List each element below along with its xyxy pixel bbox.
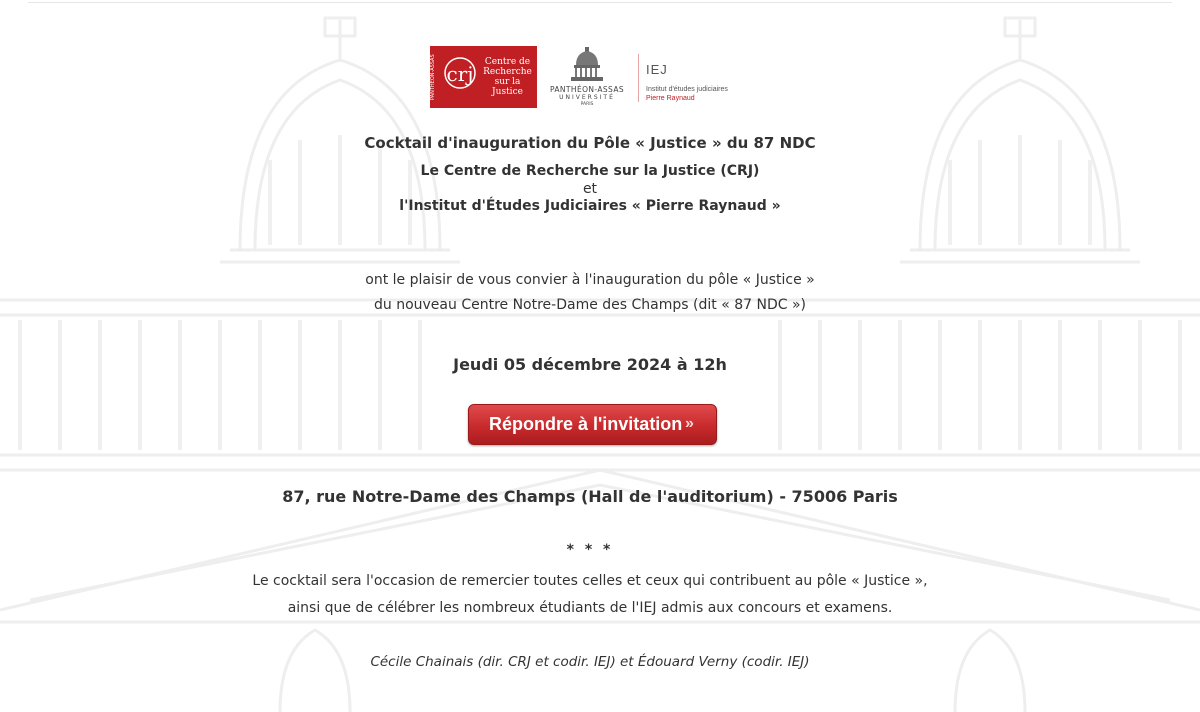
double-chevron-right-icon: » <box>685 415 693 432</box>
pantheon-assas-universite: UNIVERSITÉ <box>559 94 615 101</box>
crj-logo-side-text: PANTHÉON-ASSAS <box>430 54 436 100</box>
signature: Cécile Chainais (dir. CRJ et codir. IEJ) et Édouard Verny (codir. IEJ) <box>370 654 810 670</box>
organizer-conjunction: et <box>582 181 598 197</box>
event-date: Jeudi 05 décembre 2024 à 12h <box>453 355 727 374</box>
invitation-text-line-2: du nouveau Centre Notre-Dame des Champs (dit « 87 NDC ») <box>374 297 806 313</box>
crj-logo-line-3: sur la Justice <box>492 77 523 97</box>
iej-logo-subtitle: Institut d'études judiciaires <box>646 86 728 93</box>
iej-logo <box>646 63 770 107</box>
invitation-text-line-1: ont le plaisir de vous convier à l'inauguration du pôle « Justice » <box>365 272 815 288</box>
rsvp-button[interactable] <box>468 404 717 445</box>
section-separator: * * * <box>566 542 614 558</box>
pantheon-assas-paris: PARIS <box>580 102 594 107</box>
pantheon-assas-name: PANTHÉON-ASSAS <box>549 85 625 94</box>
header-logos <box>430 46 770 110</box>
closing-text-line-1: Le cocktail sera l'occasion de remercier toutes celles et ceux qui contribuent au pôle « Justice », <box>252 573 928 589</box>
crj-logo <box>430 46 537 108</box>
crj-logo-line-2: Recherche <box>483 67 532 77</box>
iej-logo-subtitle-red: Pierre Raynaud <box>646 95 695 102</box>
organizer-crj: Le Centre de Recherche sur la Justice (CRJ) <box>420 163 760 179</box>
pantheon-dome-icon <box>568 47 606 83</box>
crj-monogram-icon <box>442 51 478 103</box>
pantheon-assas-logo <box>544 46 630 110</box>
crj-monogram-text: crj <box>446 62 474 86</box>
organizer-iej: l'Institut d'Études Judiciaires « Pierre Raynaud » <box>399 198 781 214</box>
iej-divider <box>638 54 639 102</box>
crj-logo-name <box>480 57 535 97</box>
crj-logo-line-1: Centre de <box>484 57 531 67</box>
iej-logo-title: IEJ <box>646 62 668 77</box>
rsvp-button-label: Répondre à l'invitation <box>489 414 683 434</box>
invitation-headline: Cocktail d'inauguration du Pôle « Justice » du 87 NDC <box>364 134 816 152</box>
event-address: 87, rue Notre-Dame des Champs (Hall de l'auditorium) - 75006 Paris <box>282 487 898 506</box>
closing-text-line-2: ainsi que de célébrer les nombreux étudiants de l'IEJ admis aux concours et examens. <box>287 600 893 616</box>
